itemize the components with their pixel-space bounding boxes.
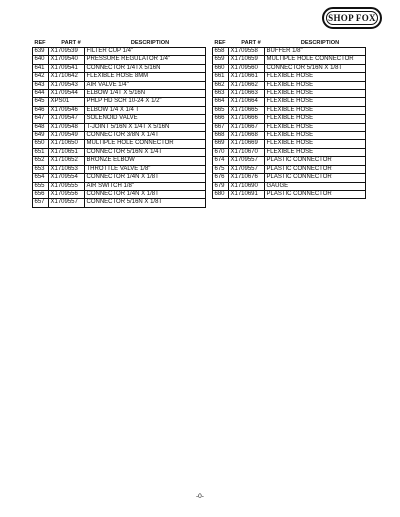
part-number-cell: X1710666	[229, 115, 265, 123]
description-cell: FLEXIBLE HOSE	[265, 115, 366, 123]
table-row	[213, 140, 366, 148]
description-cell: CONNECTOR 5/16N X 1/4T	[85, 148, 206, 156]
table-row	[33, 81, 206, 89]
ref-cell: 656	[33, 190, 49, 198]
description-cell: FLEXIBLE HOSE 8MM	[85, 73, 206, 81]
table-row	[213, 90, 366, 98]
table-row	[33, 199, 206, 207]
description-cell: PRESSURE REGULATOR 1/4"	[85, 56, 206, 64]
description-cell: PHLP HD SCR 10-24 X 1/2"	[85, 98, 206, 106]
table-row	[213, 115, 366, 123]
part-number-cell: X1709543	[49, 81, 85, 89]
ref-cell: 653	[33, 165, 49, 173]
description-cell: FLEXIBLE HOSE	[265, 81, 366, 89]
ref-cell: 646	[33, 106, 49, 114]
description-cell: FLEXIBLE HOSE	[265, 148, 366, 156]
description-cell: AIR VALVE 1/4"	[85, 81, 206, 89]
header-part: PART #	[61, 39, 81, 46]
table-row	[213, 148, 366, 156]
table-row	[33, 56, 206, 64]
part-number-cell: X1710661	[229, 73, 265, 81]
description-cell: CONNECTOR 3/8N X 1/4T	[85, 132, 206, 140]
description-cell: FLEXIBLE HOSE	[265, 132, 366, 140]
ref-cell: 670	[213, 148, 229, 156]
part-number-cell: X1709540	[49, 56, 85, 64]
description-cell: FLEXIBLE HOSE	[265, 106, 366, 114]
shop-fox-logo	[322, 7, 382, 29]
ref-cell: 680	[213, 190, 229, 198]
parts-table-right	[212, 38, 366, 199]
header-description: DESCRIPTION	[130, 39, 170, 46]
table-row	[213, 132, 366, 140]
part-number-cell: X1709546	[49, 106, 85, 114]
logo-text: SHOP FOX	[328, 13, 376, 23]
part-number-cell: X1710662	[229, 81, 265, 89]
description-cell: MULTIPLE HOLE CONNECTOR	[265, 56, 366, 64]
table-row	[33, 182, 206, 190]
table-row	[213, 190, 366, 198]
ref-cell: 675	[213, 165, 229, 173]
table-row	[33, 115, 206, 123]
ref-cell: 654	[33, 174, 49, 182]
ref-cell: 661	[213, 73, 229, 81]
part-number-cell: X1710667	[229, 123, 265, 131]
ref-cell: 648	[33, 123, 49, 131]
description-cell: CONNECTOR 1/4N X 1/8T	[85, 190, 206, 198]
description-cell: CONNECTOR 5/16N X 1/8T	[85, 199, 206, 207]
table-row	[33, 48, 206, 56]
description-cell: BRONZE ELBOW	[85, 157, 206, 165]
part-number-cell: X1709557	[229, 157, 265, 165]
header-part: PART #	[241, 39, 261, 46]
part-number-cell: X1710664	[229, 98, 265, 106]
part-number-cell: X1709554	[49, 174, 85, 182]
description-cell: ELBOW 1/4T X 5/16N	[85, 90, 206, 98]
ref-cell: 651	[33, 148, 49, 156]
table-row	[33, 157, 206, 165]
ref-cell: 665	[213, 106, 229, 114]
table-row	[33, 174, 206, 182]
table-row	[213, 56, 366, 64]
part-number-cell: X1709541	[49, 64, 85, 72]
description-cell: FLEXIBLE HOSE	[265, 123, 366, 131]
ref-cell: 662	[213, 81, 229, 89]
header-description: DESCRIPTION	[300, 39, 340, 46]
part-number-cell: X1709557	[229, 165, 265, 173]
description-cell: CONNECTOR 1/4TX 5/16N	[85, 64, 206, 72]
part-number-cell: X1710669	[229, 140, 265, 148]
part-number-cell: X1710650	[49, 140, 85, 148]
part-number-cell: X1709557	[49, 199, 85, 207]
part-number-cell: X1710691	[229, 190, 265, 198]
table-row	[33, 190, 206, 198]
description-cell: BUFFER 1/8"	[265, 48, 366, 56]
table-row	[33, 140, 206, 148]
ref-cell: 655	[33, 182, 49, 190]
description-cell: FLEXIBLE HOSE	[265, 90, 366, 98]
table-row	[213, 165, 366, 173]
table-row	[213, 106, 366, 114]
part-number-cell: X1710676	[229, 174, 265, 182]
ref-cell: 641	[33, 64, 49, 72]
table-header	[32, 38, 206, 47]
page-number: -0-	[196, 493, 204, 500]
table-row	[213, 73, 366, 81]
table-row	[33, 73, 206, 81]
table-row	[213, 157, 366, 165]
table-row	[33, 165, 206, 173]
ref-cell: 660	[213, 64, 229, 72]
part-number-cell: X1709555	[49, 182, 85, 190]
table-header	[212, 38, 366, 47]
part-number-cell: X1710690	[229, 182, 265, 190]
table-row	[33, 64, 206, 72]
part-number-cell: X1709549	[49, 132, 85, 140]
ref-cell: 650	[33, 140, 49, 148]
description-cell: PLASTIC CONNECTOR	[265, 157, 366, 165]
table-row	[213, 64, 366, 72]
table-row	[213, 123, 366, 131]
part-number-cell: X1710668	[229, 132, 265, 140]
parts-table-body	[213, 48, 366, 199]
description-cell: CONNECTOR 1/4N X 1/8T	[85, 174, 206, 182]
part-number-cell: X1710663	[229, 90, 265, 98]
header-ref: REF	[34, 39, 46, 46]
description-cell: ELBOW 1/4 X 1/4 T	[85, 106, 206, 114]
ref-cell: 668	[213, 132, 229, 140]
part-number-cell: X1710652	[49, 157, 85, 165]
description-cell: FLEXIBLE HOSE	[265, 140, 366, 148]
header-ref: REF	[214, 39, 226, 46]
description-cell: SOLENOID VALVE	[85, 115, 206, 123]
table-row	[33, 148, 206, 156]
ref-cell: 664	[213, 98, 229, 106]
part-number-cell: X1710642	[49, 73, 85, 81]
part-number-cell: X1710653	[49, 165, 85, 173]
ref-cell: 647	[33, 115, 49, 123]
ref-cell: 643	[33, 81, 49, 89]
description-cell: FLEXIBLE HOSE	[265, 98, 366, 106]
ref-cell: 642	[33, 73, 49, 81]
table-row	[33, 106, 206, 114]
part-number-cell: X1710659	[229, 56, 265, 64]
parts-table-left	[32, 38, 206, 208]
part-number-cell: X1709556	[49, 190, 85, 198]
table-row	[213, 98, 366, 106]
table-row	[213, 81, 366, 89]
table-row	[33, 132, 206, 140]
part-number-cell: X1709539	[49, 48, 85, 56]
part-number-cell: X1709558	[229, 48, 265, 56]
description-cell: T-JOINT 5/16N X 1/4T X 5/16N	[85, 123, 206, 131]
ref-cell: 640	[33, 56, 49, 64]
table-row	[213, 48, 366, 56]
ref-cell: 666	[213, 115, 229, 123]
table-row	[33, 123, 206, 131]
table-row	[213, 174, 366, 182]
part-number-cell: X1710651	[49, 148, 85, 156]
ref-cell: 674	[213, 157, 229, 165]
part-number-cell: XPS01	[49, 98, 85, 106]
description-cell: PLASTIC CONNECTOR	[265, 190, 366, 198]
description-cell: AIR SWITCH 1/8"	[85, 182, 206, 190]
ref-cell: 658	[213, 48, 229, 56]
description-cell: THROTTLE VALVE 1/8"	[85, 165, 206, 173]
part-number-cell: X1709547	[49, 115, 85, 123]
parts-table	[212, 47, 366, 199]
ref-cell: 639	[33, 48, 49, 56]
part-number-cell: X1709544	[49, 90, 85, 98]
description-cell: PLASTIC CONNECTOR	[265, 165, 366, 173]
part-number-cell: X1709548	[49, 123, 85, 131]
ref-cell: 663	[213, 90, 229, 98]
description-cell: FILTER CUP 1/4"	[85, 48, 206, 56]
description-cell: FLEXIBLE HOSE	[265, 73, 366, 81]
part-number-cell: X1710670	[229, 148, 265, 156]
ref-cell: 659	[213, 56, 229, 64]
parts-table	[32, 47, 206, 208]
ref-cell: 679	[213, 182, 229, 190]
table-row	[33, 98, 206, 106]
ref-cell: 657	[33, 199, 49, 207]
ref-cell: 676	[213, 174, 229, 182]
parts-table-body	[33, 48, 206, 208]
table-row	[33, 90, 206, 98]
table-row	[213, 182, 366, 190]
ref-cell: 667	[213, 123, 229, 131]
part-number-cell: X1709560	[229, 64, 265, 72]
part-number-cell: X1710665	[229, 106, 265, 114]
description-cell: PLASTIC CONNECTOR	[265, 174, 366, 182]
description-cell: GAUGE	[265, 182, 366, 190]
ref-cell: 652	[33, 157, 49, 165]
ref-cell: 649	[33, 132, 49, 140]
description-cell: MULTIPLE HOLE CONNECTOR	[85, 140, 206, 148]
ref-cell: 645	[33, 98, 49, 106]
ref-cell: 644	[33, 90, 49, 98]
description-cell: CONNECTOR 5/16N X 1/8T	[265, 64, 366, 72]
ref-cell: 669	[213, 140, 229, 148]
